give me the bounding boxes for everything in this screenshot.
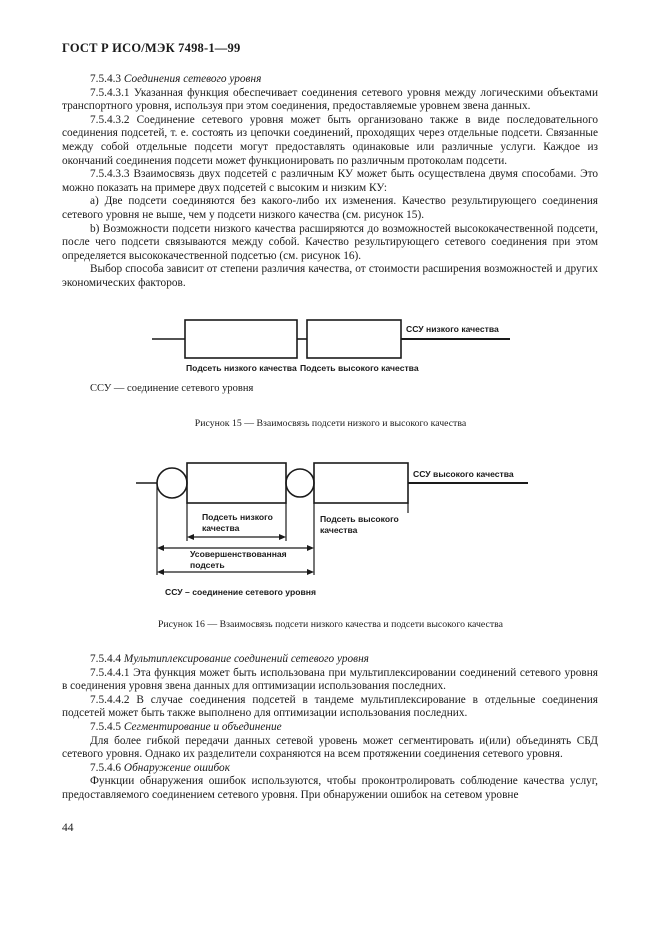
- paragraph: Для более гибкой передачи данных сетевой уровень может сегментировать и(или) объединять СБД сетевого уровня. Однако их разделители сохраняются на всем протяжении соединения сетевого уровня.: [62, 734, 598, 761]
- fig16-low-subnet-label: Подсеть низкого: [202, 512, 273, 522]
- section-heading: 7.5.4.3 Соединения сетевого уровня: [90, 73, 262, 85]
- figure-16-diagram: [0, 455, 661, 605]
- page-number: 44: [62, 822, 74, 834]
- text-block-2: [62, 653, 598, 803]
- fig16-output-label: ССУ высокого качества: [413, 469, 514, 479]
- figure-15-diagram: [0, 305, 661, 380]
- fig16-high-subnet-label-2: качества: [320, 525, 358, 535]
- fig16-improved-subnet-label: Усовершенствованная: [190, 549, 287, 559]
- fig16-caption: Рисунок 16 — Взаимосвязь подсети низкого качества и подсети высокого качества: [157, 619, 504, 630]
- section-heading: 7.5.4.4 Мультиплексирование соединений сетевого уровня: [90, 653, 369, 665]
- list-item-a: a) Две подсети соединяются без какого-либо их изменения. Качество результирующего соединения сетевого уровня не выше, чем у подсети низкого качества (см. рисунок 15).: [62, 195, 598, 221]
- fig16-nc-label: ССУ – соединение сетевого уровня: [165, 587, 316, 597]
- fig15-output-label: ССУ низкого качества: [406, 324, 499, 334]
- section-heading: 7.5.4.6 Обнаружение ошибок: [90, 761, 230, 774]
- fig16-high-subnet-label: Подсеть высокого: [320, 514, 399, 524]
- paragraph: 7.5.4.3.2 Соединение сетевого уровня может быть организовано также в виде последовательного соединения подсетей, т. е. состоять из цепочки соединений, проходящих через отдельные подсети. Связанные между собой отдельные подсети могут предоставлять одинаковые или различные услуги. Каждое из окончаний соединения подсети может функционировать по различным протоколам подсети.: [62, 113, 598, 167]
- paragraph: 7.5.4.4.1 Эта функция может быть использована при мультиплексировании соединений сетевого уровня в соединения уровня звена данных для оптимизации использования последних.: [62, 666, 599, 693]
- fig15-low-subnet-label: Подсеть низкого качества: [186, 363, 297, 373]
- text-block-1: [62, 73, 598, 291]
- section-heading: 7.5.4.5 Сегментирование и объединение: [90, 720, 282, 733]
- list-item-b: b) Возможности подсети низкого качества расширяются до возможностей высококачественной подсети, после чего подсети связываются между собой. Качество результирующего сетевого соединения при этом определяется высококачественной подсетью (см. рисунок 16).: [62, 222, 598, 262]
- paragraph: 7.5.4.4.2 В случае соединения подсетей в тандеме мультиплексирование в отдельные соединения подсетей может быть также выполнено для оптимизации использования последних.: [62, 693, 598, 720]
- paragraph: 7.5.4.3.3 Взаимосвязь двух подсетей с различным КУ может быть осуществлена двумя способами. Это можно показать на примере двух подсетей с высоким и низким КУ:: [62, 168, 599, 194]
- paragraph: Выбор способа зависит от степени различия качества, от стоимости расширения возможностей и других экономических факторов.: [62, 263, 598, 289]
- paragraph: Функции обнаружения ошибок используются, чтобы проконтролировать соблюдение качества услуг, предоставляемого соединением сетевого уровня. При обнаружении ошибок на сетевом уровне: [62, 775, 598, 801]
- fig15-high-subnet-label: Подсеть высокого качества: [300, 363, 419, 373]
- paragraph: 7.5.4.3.1 Указанная функция обеспечивает соединения сетевого уровня между логическими объектами транспортного уровня, используя при этом соединения, предоставляемые уровнем звена данных.: [62, 86, 599, 113]
- fig15-abbreviation-note: ССУ — соединение сетевого уровня: [90, 383, 254, 394]
- fig16-improved-subnet-label-2: подсеть: [190, 560, 225, 570]
- document-header: ГОСТ Р ИСО/МЭК 7498-1—99: [62, 41, 241, 55]
- fig16-low-subnet-label-2: качества: [202, 523, 240, 533]
- fig15-caption: Рисунок 15 — Взаимосвязь подсети низкого и высокого качества: [194, 418, 467, 429]
